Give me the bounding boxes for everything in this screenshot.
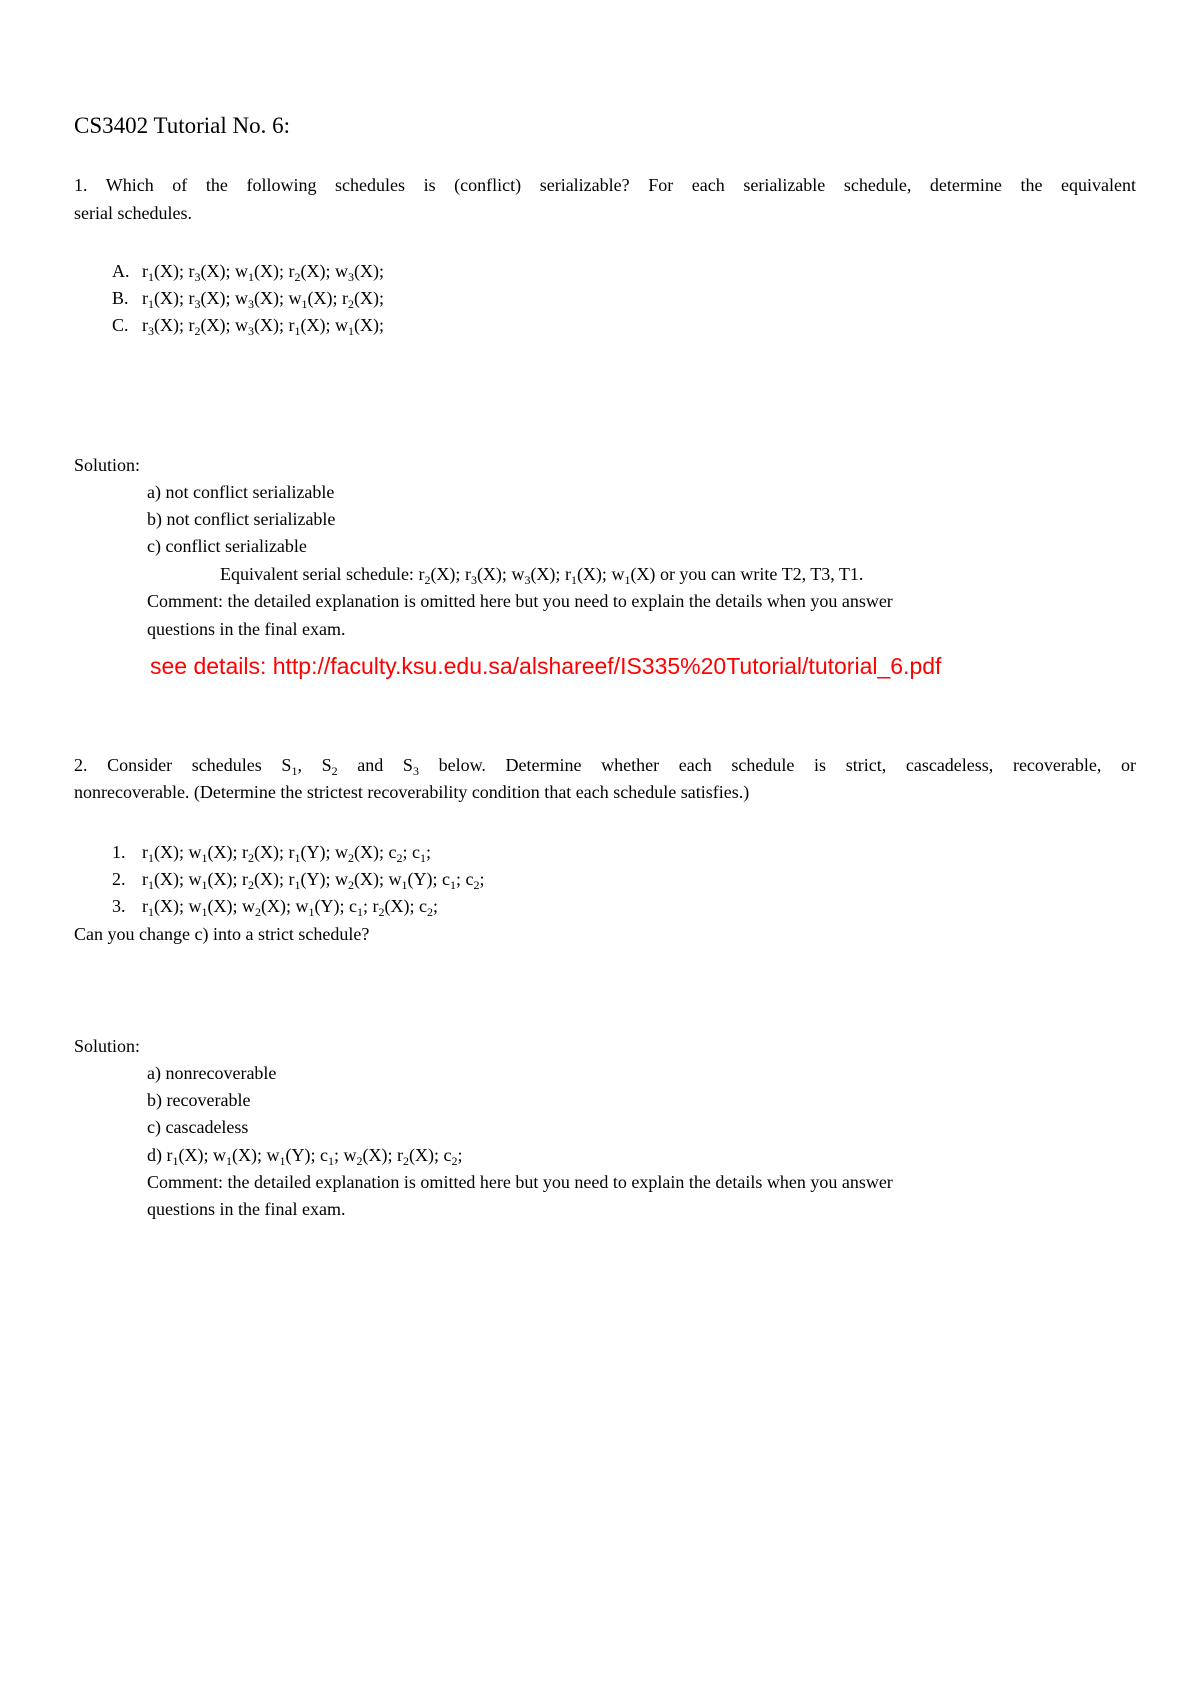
schedule-op: $w_2(X)$; <box>335 869 384 892</box>
schedule-op: $r_1(Y)$; <box>288 869 331 892</box>
schedule-op: $r_1(X)$; <box>142 896 184 919</box>
schedule-op: $r_1(X)$; <box>142 288 184 311</box>
sol1-heading: Solution: <box>74 455 141 475</box>
schedule-op: $r_2(X)$; <box>372 896 415 919</box>
schedule-ops <box>142 842 432 865</box>
sol2-c: c) cascadeless <box>147 1117 249 1137</box>
schedule-op: $r_2(X)$; <box>397 1145 440 1168</box>
equiv-suffix: or you can write T2, T3, T1. <box>659 564 864 584</box>
q1-item-b <box>112 288 384 311</box>
schedule-op: $r_1(Y)$; <box>288 842 331 865</box>
schedule-op: $w_1(X)$; <box>188 869 238 892</box>
q2-question: Can you change c) into a strict schedule? <box>74 924 370 944</box>
schedule-op: $r_3(X)$; <box>464 564 507 587</box>
schedule-op: $c_2$; <box>465 869 485 892</box>
sol2-comment-line2: questions in the final exam. <box>147 1199 346 1219</box>
sol2-b: b) recoverable <box>147 1090 251 1110</box>
sol1-a: a) not conflict serializable <box>147 482 335 502</box>
schedule-op: $w_1(X)$; <box>235 261 284 284</box>
page-title: CS3402 Tutorial No. 6: <box>74 113 290 138</box>
schedule-op: $w_1(X)$; <box>188 842 238 865</box>
schedule-op: $w_3(X)$; <box>335 261 384 284</box>
schedule-ops <box>142 261 384 284</box>
schedule-op: $r_2(X)$; <box>188 315 231 338</box>
schedule-op: $c_1$; <box>320 1145 340 1168</box>
schedule-ops <box>142 288 384 311</box>
sol1-c: c) conflict serializable <box>147 536 307 556</box>
details-link[interactable]: see details: http://faculty.ksu.edu.sa/alshareef/IS335%20Tutorial/tutorial_6.pdf <box>150 653 942 679</box>
schedule-op: $r_2(X)$; <box>418 564 461 587</box>
q2-text-line2: nonrecoverable. (Determine the strictest recoverability condition that each schedule satisfies.) <box>74 782 750 802</box>
schedule-op: $r_1(X)$; <box>142 261 184 284</box>
schedule-op: $w_2(X)$; <box>242 896 291 919</box>
sol1-comment-line2: questions in the final exam. <box>147 619 346 639</box>
d-ops <box>166 1145 463 1168</box>
item-label: A. <box>112 261 130 281</box>
q2-item-1 <box>112 842 432 865</box>
schedule-op: $w_2(X)$; <box>343 1145 393 1168</box>
schedule-op: $w_1(X)$; <box>288 288 338 311</box>
item-label: 2. <box>112 869 126 889</box>
schedule-op: $w_1(X)$ <box>611 564 656 587</box>
q2-item-2 <box>112 869 485 892</box>
q1-text-line2: serial schedules. <box>74 203 192 223</box>
item-label: 1. <box>112 842 126 862</box>
schedule-op: $w_1(X)$; <box>335 315 384 338</box>
sol2-d <box>147 1145 463 1168</box>
equiv-ops <box>418 564 656 587</box>
schedule-op: $r_3(X)$; <box>142 315 184 338</box>
sol2-comment-line1: Comment: the detailed explanation is omitted here but you need to explain the details when you answer <box>147 1172 893 1192</box>
schedule-op: $r_2(X)$; <box>288 261 331 284</box>
schedule-op: $w_1(Y)$; <box>388 869 438 892</box>
item-label: 3. <box>112 896 126 916</box>
schedule-ops <box>142 896 439 919</box>
schedule-op: $w_2(X)$; <box>335 842 384 865</box>
schedule-ops <box>142 869 485 892</box>
schedule-op: $w_3(X)$; <box>235 315 284 338</box>
schedule-op: $r_2(X)$; <box>342 288 384 311</box>
sol1-comment-line1: Comment: the detailed explanation is omitted here but you need to explain the details when you answer <box>147 591 893 611</box>
schedule-op: $r_2(X)$; <box>242 842 284 865</box>
schedule-op: $r_1(X)$; <box>142 869 184 892</box>
schedule-op: $w_1(X)$; <box>188 896 238 919</box>
sol1-equivalent-schedule <box>220 564 864 587</box>
q2-text-line1: 2. Consider schedules $S_1$, $S_2$ and $S_3$ below. Determine whether each schedule is strict, cascadeless, recoverable, or <box>74 755 1137 778</box>
d-prefix: d) <box>147 1145 162 1165</box>
schedule-op: $w_1(Y)$; <box>295 896 345 919</box>
schedule-op: $c_2$; <box>419 896 439 919</box>
schedule-op: $c_1$; <box>442 869 462 892</box>
schedule-op: $w_3(X)$; <box>235 288 284 311</box>
schedule-op: $w_1(Y)$; <box>266 1145 316 1168</box>
schedule-ops <box>142 315 384 338</box>
q1-item-c <box>112 315 384 338</box>
schedule-op: $w_1(X)$; <box>213 1145 262 1168</box>
schedule-op: $r_1(X)$; <box>288 315 331 338</box>
sol2-heading: Solution: <box>74 1036 141 1056</box>
schedule-op: $c_1$; <box>349 896 369 919</box>
schedule-op: $r_3(X)$; <box>188 261 231 284</box>
schedule-op: $w_3(X)$; <box>511 564 561 587</box>
schedule-op: $r_2(X)$; <box>242 869 284 892</box>
schedule-op: $r_1(X)$; <box>166 1145 209 1168</box>
item-label: B. <box>112 288 129 308</box>
q2-item-3 <box>112 896 439 919</box>
schedule-op: $r_1(X)$; <box>564 564 607 587</box>
schedule-op: $c_2$; <box>388 842 408 865</box>
equiv-prefix: Equivalent serial schedule: <box>220 564 414 584</box>
item-label: C. <box>112 315 129 335</box>
q1-item-a <box>112 261 384 284</box>
schedule-op: $c_2$; <box>443 1145 463 1168</box>
schedule-op: $r_3(X)$; <box>188 288 231 311</box>
schedule-op: $c_1$; <box>412 842 432 865</box>
sol1-b: b) not conflict serializable <box>147 509 336 529</box>
q1-text-line1: 1. Which of the following schedules is (conflict) serializable? For each serializable schedule, determine the equivalent <box>74 175 1136 195</box>
schedule-op: $r_1(X)$; <box>142 842 184 865</box>
sol2-a: a) nonrecoverable <box>147 1063 277 1083</box>
